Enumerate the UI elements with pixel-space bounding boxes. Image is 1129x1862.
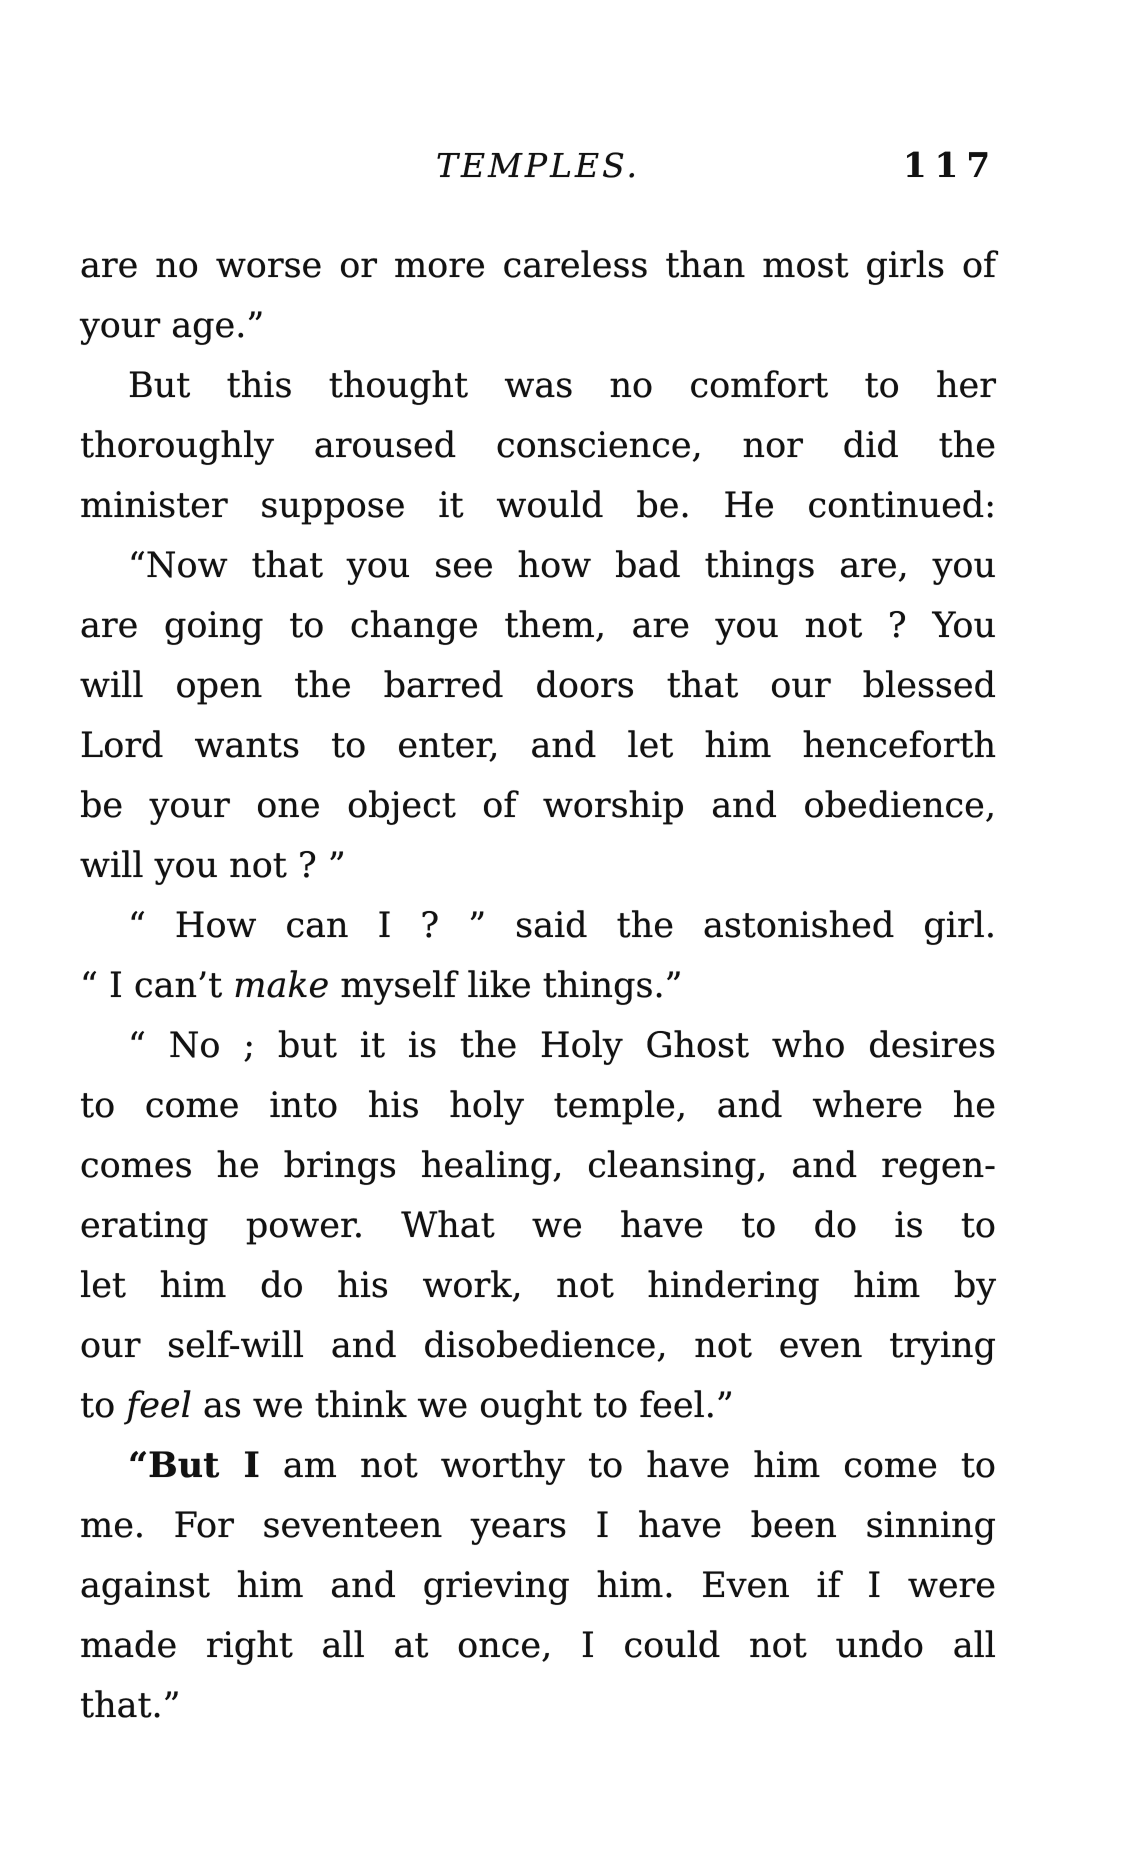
text-line [80, 1496, 996, 1556]
text-segment: will you not ? ” [80, 846, 346, 886]
text-line [80, 776, 996, 836]
text-line [80, 1196, 996, 1256]
text-line [80, 896, 996, 956]
text-segment: erating power. What we have to do is to [80, 1206, 996, 1246]
text-line [80, 1136, 996, 1196]
text-segment: against him and grieving him. Even if I were [80, 1566, 996, 1606]
text-segment: comes he brings healing, cleansing, and regen- [80, 1146, 996, 1186]
text-line [80, 416, 996, 476]
text-segment-italic: make [233, 966, 330, 1006]
text-segment: let him do his work, not hindering him by [80, 1266, 996, 1306]
text-segment: myself like things.” [329, 966, 683, 1006]
text-line [80, 1556, 996, 1616]
text-segment: Lord wants to enter, and let him henceforth [80, 726, 996, 766]
text-segment: “Now that you see how bad things are, you [128, 546, 996, 586]
text-line [80, 236, 996, 296]
text-segment: “ I can’t [80, 966, 234, 1006]
text-segment: be your one object of worship and obedience, [80, 786, 996, 826]
text-line [80, 1316, 996, 1376]
text-line [80, 1376, 996, 1436]
text-line [80, 476, 996, 536]
text-segment: “ How can I ? ” said the astonished girl. [128, 906, 996, 946]
text-line [80, 296, 996, 356]
text-line [80, 1676, 996, 1736]
text-segment: to come into his holy temple, and where he [80, 1086, 996, 1126]
text-segment: made right all at once, I could not undo all [80, 1626, 996, 1666]
text-line [80, 1616, 996, 1676]
page-number: 117 [903, 146, 998, 186]
text-segment: that.” [80, 1686, 181, 1726]
text-line [80, 356, 996, 416]
text-segment: me. For seventeen years I have been sinning [80, 1506, 996, 1546]
text-line [80, 1016, 996, 1076]
text-line [80, 596, 996, 656]
text-segment: “ No ; but it is the Holy Ghost who desires [128, 1026, 996, 1066]
text-segment-bold: “But I [128, 1445, 260, 1486]
text-segment: will open the barred doors that our blessed [80, 666, 996, 706]
page-header [80, 140, 996, 192]
text-segment: our self-will and disobedience, not even trying [80, 1326, 996, 1366]
text-line [80, 956, 996, 1016]
text-segment: your age.” [80, 306, 265, 346]
text-line [80, 1076, 996, 1136]
text-segment: as we think we ought to feel.” [191, 1386, 734, 1426]
text-segment: But this thought was no comfort to her [128, 366, 996, 406]
text-segment: to [80, 1386, 127, 1426]
text-segment: are no worse or more careless than most girls of [80, 246, 996, 286]
text-line [80, 656, 996, 716]
text-block [80, 236, 996, 1736]
text-segment: thoroughly aroused conscience, nor did the [80, 426, 996, 466]
text-line [80, 1436, 996, 1496]
text-line [80, 536, 996, 596]
text-segment: am not worthy to have him come to [259, 1446, 996, 1486]
text-segment-italic: feel [126, 1386, 192, 1426]
text-line [80, 1256, 996, 1316]
running-title: TEMPLES. [435, 146, 641, 185]
text-segment: are going to change them, are you not ? You [80, 606, 996, 646]
text-segment: minister suppose it would be. He continued: [80, 486, 996, 526]
text-line [80, 836, 996, 896]
text-line [80, 716, 996, 776]
